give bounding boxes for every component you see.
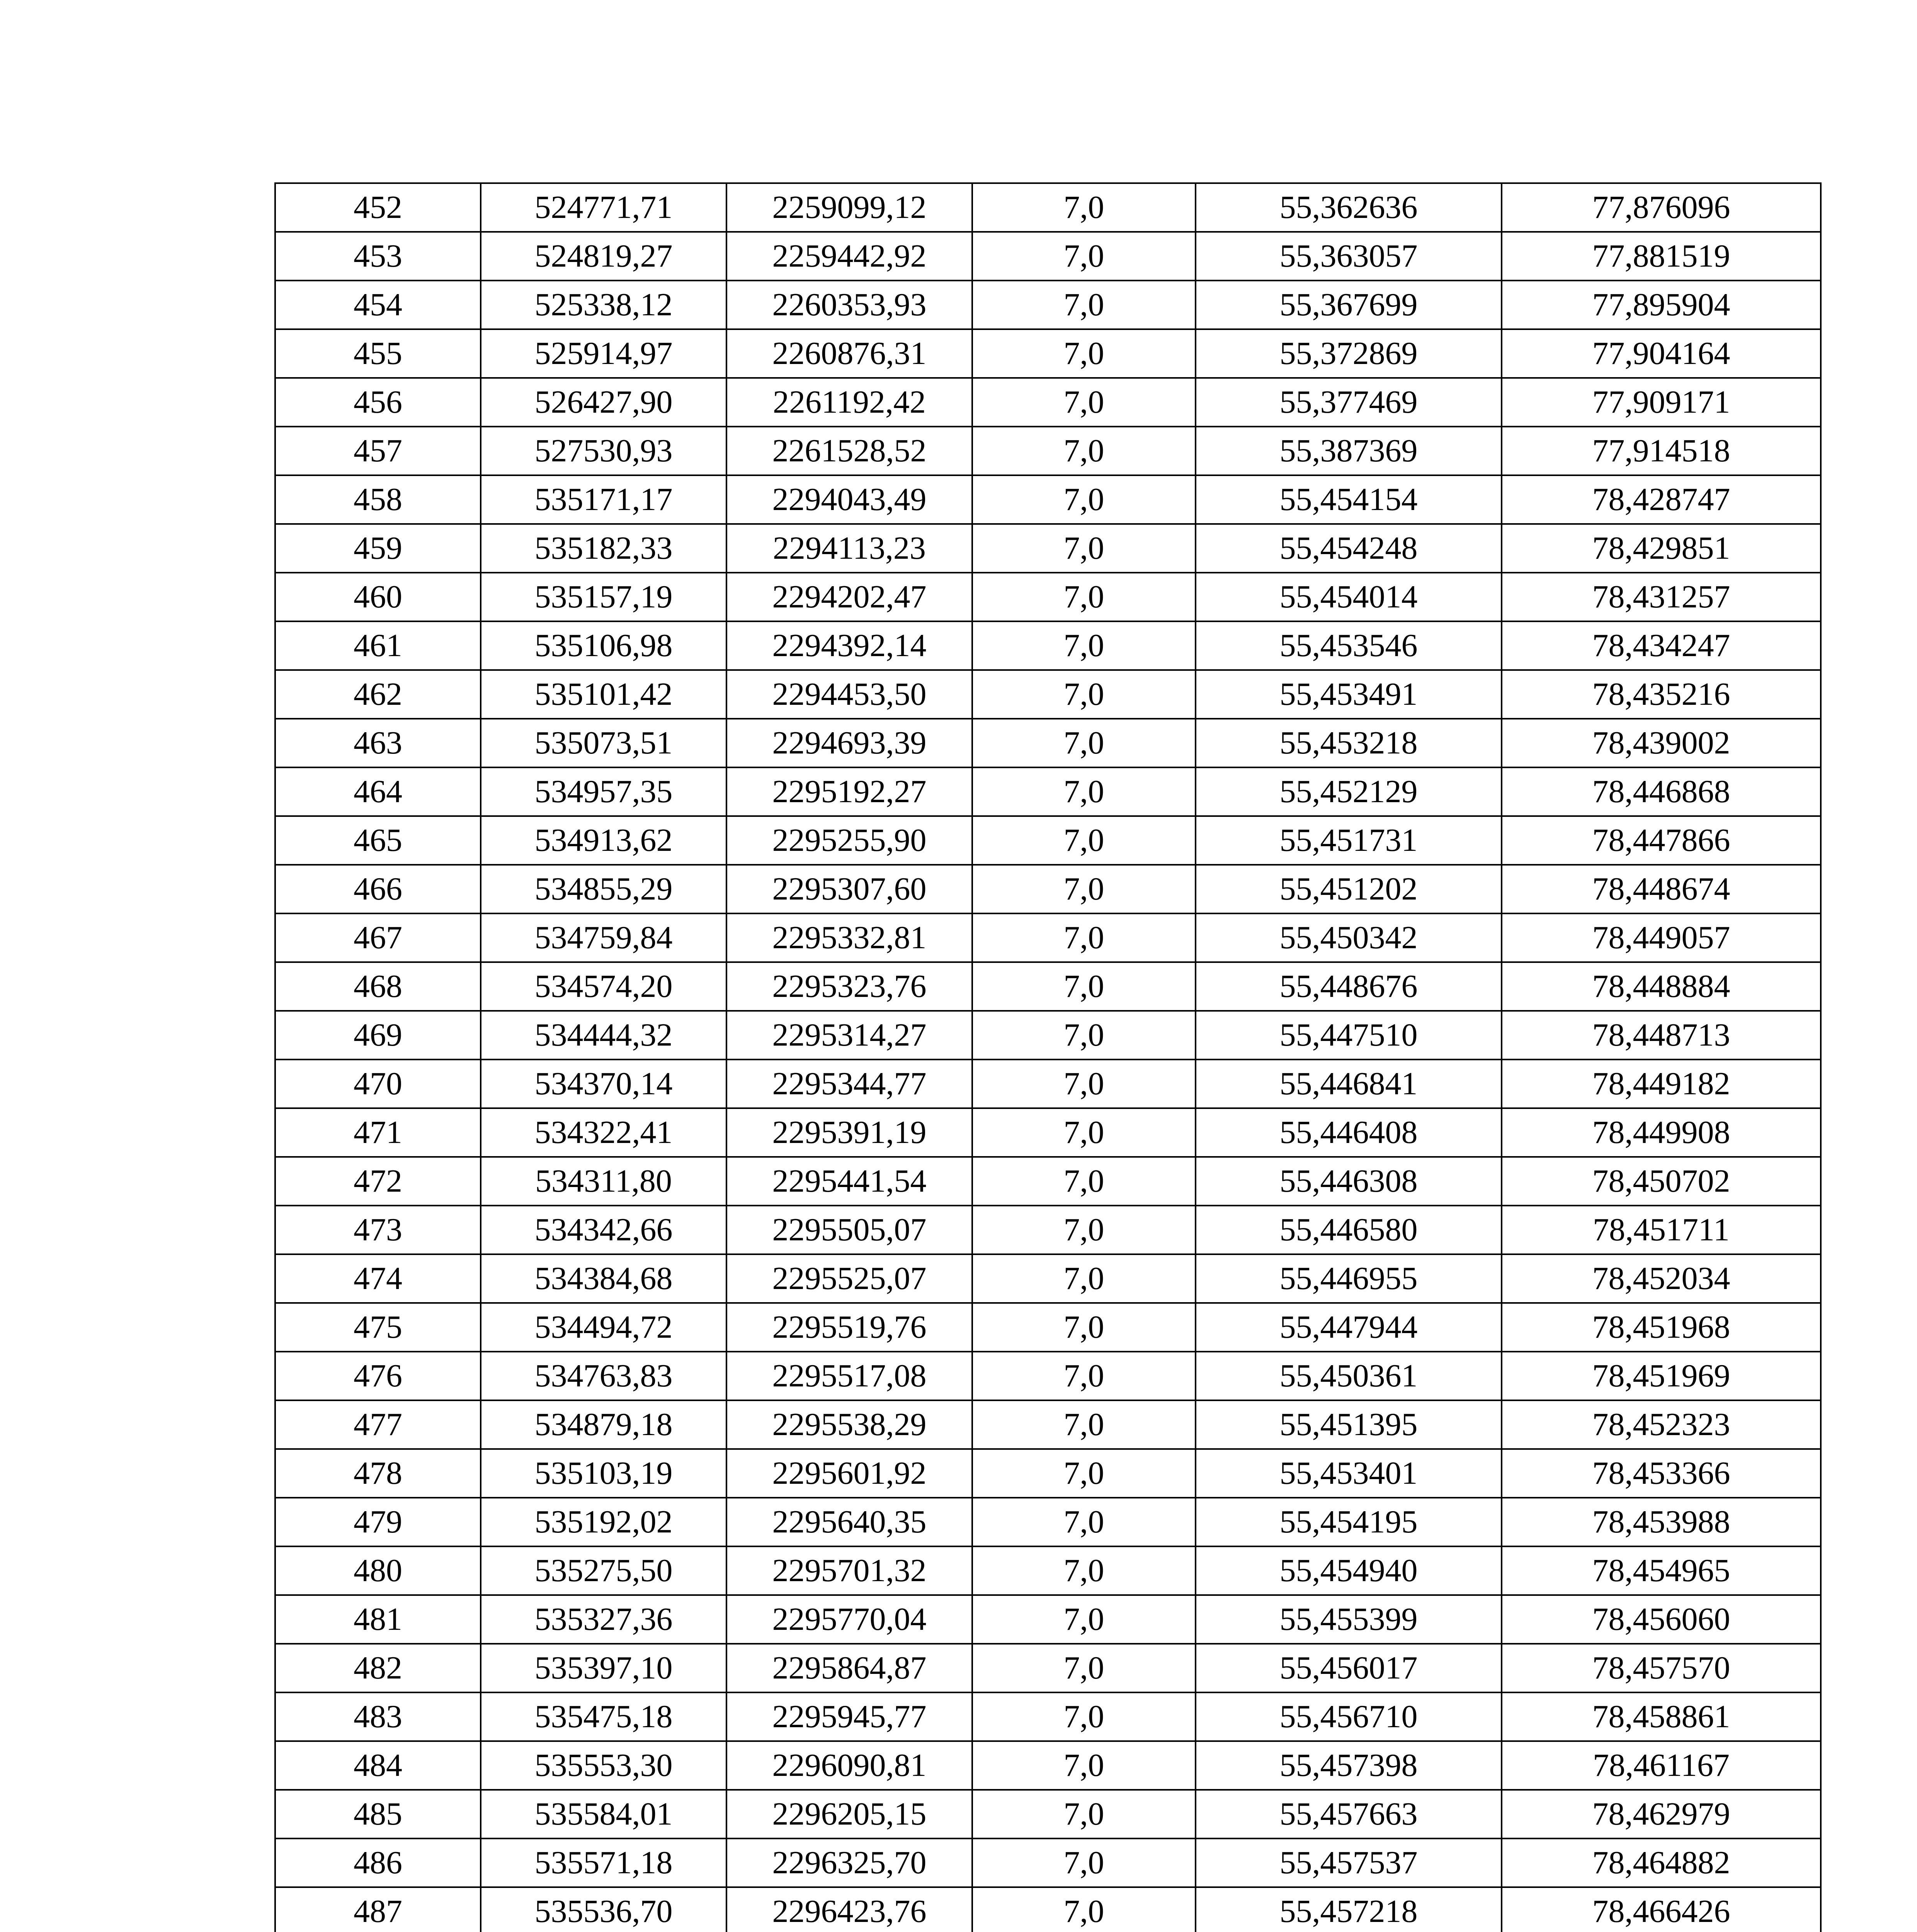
latitude-cell: 55,363057 — [1196, 232, 1502, 281]
longitude-cell: 78,431257 — [1502, 573, 1821, 621]
table-row — [275, 1011, 1821, 1060]
point-number-cell: 473 — [275, 1206, 481, 1254]
table-row — [275, 913, 1821, 962]
longitude-cell: 78,458861 — [1502, 1692, 1821, 1741]
table-row — [275, 719, 1821, 767]
latitude-cell: 55,446841 — [1196, 1060, 1502, 1108]
error-value-cell: 7,0 — [972, 1060, 1196, 1108]
error-value-cell: 7,0 — [972, 913, 1196, 962]
x-coordinate-cell: 535275,50 — [481, 1546, 726, 1595]
x-coordinate-cell: 535103,19 — [481, 1449, 726, 1498]
point-number-cell: 466 — [275, 865, 481, 913]
point-number-cell: 458 — [275, 475, 481, 524]
error-value-cell: 7,0 — [972, 621, 1196, 670]
latitude-cell: 55,362636 — [1196, 183, 1502, 232]
coordinates-table-body — [275, 183, 1821, 1932]
latitude-cell: 55,453546 — [1196, 621, 1502, 670]
latitude-cell: 55,454014 — [1196, 573, 1502, 621]
point-number-cell: 469 — [275, 1011, 481, 1060]
y-coordinate-cell: 2296325,70 — [726, 1838, 972, 1887]
error-value-cell: 7,0 — [972, 767, 1196, 816]
x-coordinate-cell: 534913,62 — [481, 816, 726, 865]
point-number-cell: 468 — [275, 962, 481, 1011]
error-value-cell: 7,0 — [972, 1790, 1196, 1838]
table-row — [275, 1741, 1821, 1790]
latitude-cell: 55,454195 — [1196, 1498, 1502, 1546]
longitude-cell: 78,461167 — [1502, 1741, 1821, 1790]
y-coordinate-cell: 2295314,27 — [726, 1011, 972, 1060]
longitude-cell: 77,909171 — [1502, 378, 1821, 427]
error-value-cell: 7,0 — [972, 1254, 1196, 1303]
point-number-cell: 482 — [275, 1644, 481, 1692]
point-number-cell: 459 — [275, 524, 481, 573]
table-row — [275, 281, 1821, 329]
latitude-cell: 55,457537 — [1196, 1838, 1502, 1887]
x-coordinate-cell: 534879,18 — [481, 1400, 726, 1449]
y-coordinate-cell: 2295538,29 — [726, 1400, 972, 1449]
table-row — [275, 962, 1821, 1011]
longitude-cell: 78,452034 — [1502, 1254, 1821, 1303]
latitude-cell: 55,447510 — [1196, 1011, 1502, 1060]
point-number-cell: 454 — [275, 281, 481, 329]
point-number-cell: 477 — [275, 1400, 481, 1449]
error-value-cell: 7,0 — [972, 524, 1196, 573]
x-coordinate-cell: 534494,72 — [481, 1303, 726, 1352]
table-row — [275, 1644, 1821, 1692]
latitude-cell: 55,457663 — [1196, 1790, 1502, 1838]
latitude-cell: 55,453218 — [1196, 719, 1502, 767]
error-value-cell: 7,0 — [972, 865, 1196, 913]
coordinates-table — [274, 182, 1822, 1932]
y-coordinate-cell: 2296205,15 — [726, 1790, 972, 1838]
error-value-cell: 7,0 — [972, 1449, 1196, 1498]
x-coordinate-cell: 534384,68 — [481, 1254, 726, 1303]
table-row — [275, 378, 1821, 427]
longitude-cell: 77,904164 — [1502, 329, 1821, 378]
longitude-cell: 78,453366 — [1502, 1449, 1821, 1498]
table-row — [275, 1887, 1821, 1932]
point-number-cell: 476 — [275, 1352, 481, 1400]
longitude-cell: 78,448713 — [1502, 1011, 1821, 1060]
latitude-cell: 55,451395 — [1196, 1400, 1502, 1449]
table-row — [275, 621, 1821, 670]
x-coordinate-cell: 534763,83 — [481, 1352, 726, 1400]
latitude-cell: 55,454248 — [1196, 524, 1502, 573]
x-coordinate-cell: 525914,97 — [481, 329, 726, 378]
latitude-cell: 55,450361 — [1196, 1352, 1502, 1400]
latitude-cell: 55,446408 — [1196, 1108, 1502, 1157]
point-number-cell: 480 — [275, 1546, 481, 1595]
latitude-cell: 55,457218 — [1196, 1887, 1502, 1932]
longitude-cell: 78,451968 — [1502, 1303, 1821, 1352]
latitude-cell: 55,377469 — [1196, 378, 1502, 427]
error-value-cell: 7,0 — [972, 670, 1196, 719]
x-coordinate-cell: 535327,36 — [481, 1595, 726, 1644]
point-number-cell: 483 — [275, 1692, 481, 1741]
table-row — [275, 1449, 1821, 1498]
error-value-cell: 7,0 — [972, 232, 1196, 281]
y-coordinate-cell: 2295701,32 — [726, 1546, 972, 1595]
point-number-cell: 457 — [275, 427, 481, 475]
longitude-cell: 78,448884 — [1502, 962, 1821, 1011]
longitude-cell: 77,881519 — [1502, 232, 1821, 281]
x-coordinate-cell: 535182,33 — [481, 524, 726, 573]
longitude-cell: 78,448674 — [1502, 865, 1821, 913]
longitude-cell: 78,466426 — [1502, 1887, 1821, 1932]
point-number-cell: 487 — [275, 1887, 481, 1932]
longitude-cell: 78,453988 — [1502, 1498, 1821, 1546]
latitude-cell: 55,367699 — [1196, 281, 1502, 329]
table-row — [275, 524, 1821, 573]
longitude-cell: 78,435216 — [1502, 670, 1821, 719]
longitude-cell: 77,914518 — [1502, 427, 1821, 475]
latitude-cell: 55,446308 — [1196, 1157, 1502, 1206]
x-coordinate-cell: 535553,30 — [481, 1741, 726, 1790]
latitude-cell: 55,447944 — [1196, 1303, 1502, 1352]
longitude-cell: 78,428747 — [1502, 475, 1821, 524]
point-number-cell: 478 — [275, 1449, 481, 1498]
error-value-cell: 7,0 — [972, 183, 1196, 232]
x-coordinate-cell: 534574,20 — [481, 962, 726, 1011]
point-number-cell: 461 — [275, 621, 481, 670]
longitude-cell: 77,876096 — [1502, 183, 1821, 232]
error-value-cell: 7,0 — [972, 1011, 1196, 1060]
y-coordinate-cell: 2295517,08 — [726, 1352, 972, 1400]
x-coordinate-cell: 535536,70 — [481, 1887, 726, 1932]
longitude-cell: 78,456060 — [1502, 1595, 1821, 1644]
longitude-cell: 78,449908 — [1502, 1108, 1821, 1157]
longitude-cell: 77,895904 — [1502, 281, 1821, 329]
longitude-cell: 78,462979 — [1502, 1790, 1821, 1838]
table-row — [275, 670, 1821, 719]
latitude-cell: 55,454154 — [1196, 475, 1502, 524]
y-coordinate-cell: 2295770,04 — [726, 1595, 972, 1644]
y-coordinate-cell: 2294392,14 — [726, 621, 972, 670]
table-row — [275, 1108, 1821, 1157]
point-number-cell: 462 — [275, 670, 481, 719]
point-number-cell: 472 — [275, 1157, 481, 1206]
y-coordinate-cell: 2294453,50 — [726, 670, 972, 719]
longitude-cell: 78,451969 — [1502, 1352, 1821, 1400]
point-number-cell: 479 — [275, 1498, 481, 1546]
error-value-cell: 7,0 — [972, 1303, 1196, 1352]
x-coordinate-cell: 535584,01 — [481, 1790, 726, 1838]
y-coordinate-cell: 2295391,19 — [726, 1108, 972, 1157]
y-coordinate-cell: 2295255,90 — [726, 816, 972, 865]
point-number-cell: 452 — [275, 183, 481, 232]
y-coordinate-cell: 2295525,07 — [726, 1254, 972, 1303]
latitude-cell: 55,372869 — [1196, 329, 1502, 378]
error-value-cell: 7,0 — [972, 427, 1196, 475]
y-coordinate-cell: 2295640,35 — [726, 1498, 972, 1546]
x-coordinate-cell: 526427,90 — [481, 378, 726, 427]
latitude-cell: 55,451731 — [1196, 816, 1502, 865]
error-value-cell: 7,0 — [972, 1498, 1196, 1546]
table-row — [275, 1303, 1821, 1352]
point-number-cell: 453 — [275, 232, 481, 281]
y-coordinate-cell: 2295332,81 — [726, 913, 972, 962]
point-number-cell: 455 — [275, 329, 481, 378]
error-value-cell: 7,0 — [972, 1157, 1196, 1206]
point-number-cell: 485 — [275, 1790, 481, 1838]
point-number-cell: 465 — [275, 816, 481, 865]
latitude-cell: 55,450342 — [1196, 913, 1502, 962]
error-value-cell: 7,0 — [972, 1692, 1196, 1741]
latitude-cell: 55,446955 — [1196, 1254, 1502, 1303]
error-value-cell: 7,0 — [972, 1741, 1196, 1790]
longitude-cell: 78,434247 — [1502, 621, 1821, 670]
x-coordinate-cell: 534322,41 — [481, 1108, 726, 1157]
latitude-cell: 55,387369 — [1196, 427, 1502, 475]
latitude-cell: 55,452129 — [1196, 767, 1502, 816]
latitude-cell: 55,451202 — [1196, 865, 1502, 913]
point-number-cell: 481 — [275, 1595, 481, 1644]
x-coordinate-cell: 535073,51 — [481, 719, 726, 767]
table-row — [275, 573, 1821, 621]
table-row — [275, 1838, 1821, 1887]
point-number-cell: 475 — [275, 1303, 481, 1352]
latitude-cell: 55,453401 — [1196, 1449, 1502, 1498]
error-value-cell: 7,0 — [972, 1546, 1196, 1595]
latitude-cell: 55,453491 — [1196, 670, 1502, 719]
error-value-cell: 7,0 — [972, 1400, 1196, 1449]
longitude-cell: 78,451711 — [1502, 1206, 1821, 1254]
latitude-cell: 55,456710 — [1196, 1692, 1502, 1741]
x-coordinate-cell: 534957,35 — [481, 767, 726, 816]
error-value-cell: 7,0 — [972, 1887, 1196, 1932]
point-number-cell: 484 — [275, 1741, 481, 1790]
x-coordinate-cell: 534342,66 — [481, 1206, 726, 1254]
longitude-cell: 78,439002 — [1502, 719, 1821, 767]
x-coordinate-cell: 534444,32 — [481, 1011, 726, 1060]
x-coordinate-cell: 534311,80 — [481, 1157, 726, 1206]
x-coordinate-cell: 534370,14 — [481, 1060, 726, 1108]
table-row — [275, 475, 1821, 524]
latitude-cell: 55,455399 — [1196, 1595, 1502, 1644]
y-coordinate-cell: 2295601,92 — [726, 1449, 972, 1498]
table-row — [275, 767, 1821, 816]
error-value-cell: 7,0 — [972, 1352, 1196, 1400]
latitude-cell: 55,454940 — [1196, 1546, 1502, 1595]
longitude-cell: 78,454965 — [1502, 1546, 1821, 1595]
error-value-cell: 7,0 — [972, 719, 1196, 767]
table-row — [275, 183, 1821, 232]
point-number-cell: 467 — [275, 913, 481, 962]
table-row — [275, 1157, 1821, 1206]
point-number-cell: 471 — [275, 1108, 481, 1157]
y-coordinate-cell: 2259099,12 — [726, 183, 972, 232]
x-coordinate-cell: 535475,18 — [481, 1692, 726, 1741]
latitude-cell: 55,448676 — [1196, 962, 1502, 1011]
longitude-cell: 78,464882 — [1502, 1838, 1821, 1887]
longitude-cell: 78,452323 — [1502, 1400, 1821, 1449]
longitude-cell: 78,449057 — [1502, 913, 1821, 962]
table-row — [275, 1060, 1821, 1108]
error-value-cell: 7,0 — [972, 962, 1196, 1011]
x-coordinate-cell: 535571,18 — [481, 1838, 726, 1887]
y-coordinate-cell: 2295864,87 — [726, 1644, 972, 1692]
point-number-cell: 456 — [275, 378, 481, 427]
x-coordinate-cell: 535157,19 — [481, 573, 726, 621]
x-coordinate-cell: 535171,17 — [481, 475, 726, 524]
longitude-cell: 78,446868 — [1502, 767, 1821, 816]
table-row — [275, 329, 1821, 378]
y-coordinate-cell: 2294113,23 — [726, 524, 972, 573]
latitude-cell: 55,457398 — [1196, 1741, 1502, 1790]
table-row — [275, 865, 1821, 913]
y-coordinate-cell: 2294043,49 — [726, 475, 972, 524]
table-row — [275, 1400, 1821, 1449]
table-row — [275, 816, 1821, 865]
error-value-cell: 7,0 — [972, 378, 1196, 427]
point-number-cell: 464 — [275, 767, 481, 816]
latitude-cell: 55,456017 — [1196, 1644, 1502, 1692]
y-coordinate-cell: 2295307,60 — [726, 865, 972, 913]
y-coordinate-cell: 2294202,47 — [726, 573, 972, 621]
point-number-cell: 470 — [275, 1060, 481, 1108]
error-value-cell: 7,0 — [972, 1108, 1196, 1157]
error-value-cell: 7,0 — [972, 1644, 1196, 1692]
y-coordinate-cell: 2261192,42 — [726, 378, 972, 427]
x-coordinate-cell: 535106,98 — [481, 621, 726, 670]
error-value-cell: 7,0 — [972, 281, 1196, 329]
error-value-cell: 7,0 — [972, 573, 1196, 621]
x-coordinate-cell: 524771,71 — [481, 183, 726, 232]
table-row — [275, 1206, 1821, 1254]
table-row — [275, 1254, 1821, 1303]
longitude-cell: 78,429851 — [1502, 524, 1821, 573]
error-value-cell: 7,0 — [972, 329, 1196, 378]
y-coordinate-cell: 2295519,76 — [726, 1303, 972, 1352]
point-number-cell: 463 — [275, 719, 481, 767]
table-row — [275, 1692, 1821, 1741]
longitude-cell: 78,457570 — [1502, 1644, 1821, 1692]
latitude-cell: 55,446580 — [1196, 1206, 1502, 1254]
y-coordinate-cell: 2295192,27 — [726, 767, 972, 816]
error-value-cell: 7,0 — [972, 816, 1196, 865]
table-row — [275, 1546, 1821, 1595]
x-coordinate-cell: 527530,93 — [481, 427, 726, 475]
point-number-cell: 474 — [275, 1254, 481, 1303]
x-coordinate-cell: 525338,12 — [481, 281, 726, 329]
y-coordinate-cell: 2295344,77 — [726, 1060, 972, 1108]
longitude-cell: 78,450702 — [1502, 1157, 1821, 1206]
y-coordinate-cell: 2260876,31 — [726, 329, 972, 378]
longitude-cell: 78,449182 — [1502, 1060, 1821, 1108]
y-coordinate-cell: 2259442,92 — [726, 232, 972, 281]
y-coordinate-cell: 2296423,76 — [726, 1887, 972, 1932]
table-row — [275, 1498, 1821, 1546]
y-coordinate-cell: 2261528,52 — [726, 427, 972, 475]
error-value-cell: 7,0 — [972, 1206, 1196, 1254]
point-number-cell: 486 — [275, 1838, 481, 1887]
table-row — [275, 427, 1821, 475]
x-coordinate-cell: 524819,27 — [481, 232, 726, 281]
x-coordinate-cell: 535192,02 — [481, 1498, 726, 1546]
y-coordinate-cell: 2295505,07 — [726, 1206, 972, 1254]
x-coordinate-cell: 534855,29 — [481, 865, 726, 913]
table-row — [275, 1352, 1821, 1400]
y-coordinate-cell: 2295323,76 — [726, 962, 972, 1011]
x-coordinate-cell: 535101,42 — [481, 670, 726, 719]
table-row — [275, 1790, 1821, 1838]
y-coordinate-cell: 2295945,77 — [726, 1692, 972, 1741]
table-row — [275, 1595, 1821, 1644]
y-coordinate-cell: 2296090,81 — [726, 1741, 972, 1790]
error-value-cell: 7,0 — [972, 475, 1196, 524]
longitude-cell: 78,447866 — [1502, 816, 1821, 865]
x-coordinate-cell: 535397,10 — [481, 1644, 726, 1692]
y-coordinate-cell: 2260353,93 — [726, 281, 972, 329]
table-row — [275, 232, 1821, 281]
y-coordinate-cell: 2294693,39 — [726, 719, 972, 767]
x-coordinate-cell: 534759,84 — [481, 913, 726, 962]
point-number-cell: 460 — [275, 573, 481, 621]
y-coordinate-cell: 2295441,54 — [726, 1157, 972, 1206]
error-value-cell: 7,0 — [972, 1838, 1196, 1887]
error-value-cell: 7,0 — [972, 1595, 1196, 1644]
